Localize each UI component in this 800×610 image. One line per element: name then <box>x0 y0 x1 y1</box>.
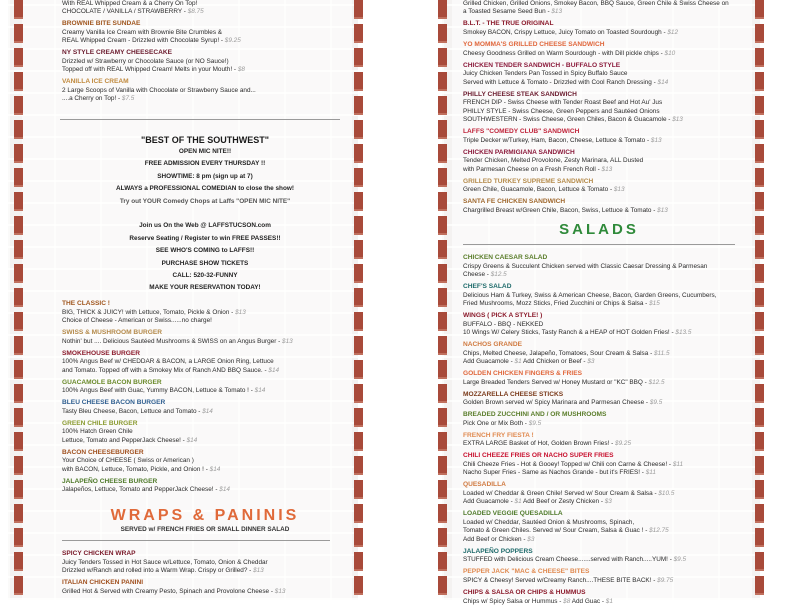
menu-item-price: $12.5 <box>648 378 665 386</box>
menu-item-description <box>463 99 729 107</box>
promo-line: Try out YOUR Comedy Chops at Laffs "OPEN MIC NITE" <box>119 197 291 205</box>
menu-item-price: $13 <box>551 8 563 16</box>
salads-heading: SALADS <box>559 221 639 238</box>
menu-item-description <box>62 428 293 436</box>
menu-item-name: LOADED VEGGIE QUESADILLA <box>463 510 563 518</box>
menu-item-description <box>463 556 716 564</box>
wraps-list <box>62 550 285 600</box>
menu-item-name: GOLDEN CHICKEN FINGERS & FRIES <box>463 370 583 377</box>
menu-item-text: Add Chicken or Beef - <box>521 358 588 365</box>
menu-item-text: Grilled Hot & Served with Creamy Pesto, Spinach and Provolone Cheese - <box>62 587 275 595</box>
menu-item-text: ....a Cherry on Top! - <box>62 95 122 103</box>
menu-item-description <box>463 50 729 58</box>
menu-item-price: $10 <box>664 49 676 57</box>
menu-item-name: VANILLA ICE CREAM <box>62 78 129 86</box>
menu-item-price: $8 <box>237 66 245 74</box>
menu-item-text: Crispy Greens & Succulent Chicken served with Classic Caesar Dressing & Parmesan <box>463 262 708 270</box>
menu-item-text: Add Guacamole - <box>463 498 515 506</box>
menu-item-description <box>463 292 716 300</box>
menu-item-name: BROWNIE BITE SUNDAE <box>62 20 141 28</box>
menu-item-price: $13.5 <box>675 329 692 336</box>
menu-item-description <box>463 440 716 448</box>
menu-item <box>463 568 716 585</box>
menu-item-description <box>463 207 729 215</box>
menu-item-description <box>463 461 716 469</box>
menu-item-text: Triple Decker w/Turkey, Ham, Bacon, Cheese, Lettuce & Tomato - <box>463 136 651 144</box>
menu-item <box>463 452 716 477</box>
menu-item-text: Lettuce, Tomato and PepperJack Cheese! - <box>62 436 187 444</box>
menu-item-text: Loaded w/ Cheddar, Sautéed Onion & Mushrooms, Spinach, <box>463 518 635 526</box>
menu-item-name: BACON CHEESEBURGER <box>62 448 144 456</box>
menu-item-name: YO MOMMA'S GRILLED CHEESE SANDWICH <box>463 41 605 48</box>
menu-item <box>463 91 729 125</box>
menu-item-text: Tasty Bleu Cheese, Bacon, Lettuce and Tomato - <box>62 407 203 415</box>
menu-item-price: $14 <box>209 465 221 473</box>
menu-item-description <box>62 567 285 575</box>
menu-item-description <box>62 387 293 395</box>
menu-item-description <box>463 300 716 308</box>
menu-item <box>62 49 256 74</box>
website-link[interactable]: Join us On the Web @ LAFFSTUCSON.com <box>139 222 271 230</box>
menu-item <box>62 350 293 375</box>
menu-item-price: $13 <box>601 165 613 173</box>
menu-item-text: Served with Lettuce & Tomato - Drizzled with Cool Ranch Dressing - <box>463 78 658 86</box>
menu-item-text: Smokey BACON, Crispy Lettuce, Juicy Tomato on Toasted Sourdough - <box>463 29 668 36</box>
menu-item-price: $13 <box>235 308 246 316</box>
menu-item <box>463 198 729 215</box>
menu-item-description <box>62 95 256 103</box>
menu-item <box>463 391 716 408</box>
menu-item-description <box>463 519 716 527</box>
menu-item-name: CHILI CHEEZE FRIES OR NACHO SUPER FRIES <box>463 452 614 460</box>
menu-item <box>62 478 293 495</box>
menu-item-text: CHOCOLATE / VANILLA / STRAWBERRY - <box>62 8 188 16</box>
menu-item-description <box>463 116 729 124</box>
wraps-heading: WRAPS & PANINIS <box>110 507 300 524</box>
menu-item-text: a Toasted Sesame Seed Bun - <box>463 8 552 16</box>
menu-item-text: Choice of Cheese - American or Swiss......no charge! <box>62 317 212 324</box>
menu-item-text: BUFFALO - BBQ - NEKKED <box>463 320 544 328</box>
menu-item <box>463 370 716 387</box>
menu-item-text: Add Guac - <box>570 597 606 605</box>
menu-item-price: $9.5 <box>649 399 663 407</box>
menu-item-price: $9.25 <box>224 37 241 45</box>
menu-item-description <box>62 87 256 95</box>
menu-item-price: $1 <box>605 597 613 605</box>
menu-item-price: $8 <box>563 597 571 605</box>
menu-item <box>463 178 729 195</box>
menu-item-price: $3 <box>604 498 612 506</box>
menu-item-description <box>62 338 293 346</box>
menu-item-price: $12.5 <box>490 271 507 278</box>
menu-item-description <box>463 399 716 407</box>
menu-item-text: Add Guacamole - <box>463 358 515 365</box>
menu-item-price: $15 <box>649 300 660 307</box>
menu-item-text: Nacho Super Fries - Same as Nachos Grande - but it's FRIES! - <box>463 469 646 477</box>
menu-item-text: PHILLY STYLE - Swiss Cheese, Green Peppers and Sautéed Onions <box>463 107 660 115</box>
menu-item-description <box>463 157 729 165</box>
menu-item-name: GRILLED TURKEY SUPREME SANDWICH <box>463 177 594 185</box>
menu-item-price: $3 <box>587 358 595 365</box>
menu-item <box>62 379 293 396</box>
menu-item <box>62 550 285 575</box>
menu-item-text: 2 Large Scoops of Vanilla with Chocolate or Strawberry Sauce and... <box>62 87 256 94</box>
menu-item-price: $12.75 <box>649 527 669 535</box>
menu-item-price: $11 <box>672 460 683 468</box>
menu-item-description <box>463 577 716 585</box>
menu-item <box>463 254 716 279</box>
menu-item-description <box>463 498 716 506</box>
menu-item-name: JALAPEÑO POPPERS <box>463 547 533 555</box>
menu-item <box>62 300 293 325</box>
menu-item-description <box>62 37 256 45</box>
menu-item-price: $8.75 <box>187 8 204 16</box>
menu-item-name: BLEU CHEESE BACON BURGER <box>62 399 166 407</box>
menu-item-description <box>463 469 716 477</box>
menu-item-name: FRENCH FRY FIESTA ! <box>463 431 534 439</box>
menu-item-text: SOUTHWESTERN - Swiss Cheese, Green Chiles, Bacon & Guacamole - <box>463 116 673 123</box>
menu-item <box>62 78 256 103</box>
menu-item-description <box>62 559 285 567</box>
menu-item-description <box>463 420 716 428</box>
promo-line: FREE ADMISSION EVERY THURSDAY !! <box>144 160 266 168</box>
menu-item-price: $14 <box>202 407 213 415</box>
menu-item-name: NY STYLE CREAMY CHEESECAKE <box>62 49 173 57</box>
menu-item-text: Large Breaded Tenders Served w/ Honey Mustard or "KC" BBQ - <box>463 378 649 386</box>
menu-item-text: Add Beef or Chicken - <box>463 535 528 543</box>
menu-item-name: B.L.T. - THE TRUE ORIGINAL <box>463 20 554 28</box>
menu-item-text: Creamy Vanilla Ice Cream with Brownie Bite Crumbles & <box>62 29 223 36</box>
menu-item-price: $12 <box>667 29 679 36</box>
menu-item-price: $9.5 <box>528 419 542 427</box>
menu-item <box>463 341 716 366</box>
menu-item-description <box>463 598 716 606</box>
menu-item-text: 100% Hatch Green Chile <box>62 428 133 436</box>
menu-item-name: BREADED ZUCCHINI AND / OR MUSHROOMS <box>463 411 607 419</box>
menu-item <box>463 20 729 37</box>
promo-line: PURCHASE SHOW TICKETS <box>161 259 249 267</box>
menu-item-text: 100% Angus Beef w/ CHEDDAR & BACON, a LARGE Onion Ring, Lettuce <box>62 358 274 366</box>
menu-item-text: 100% Angus Beef with Guac, Yummy BACON, Lettuce & Tomato ! - <box>62 387 255 395</box>
promo-line: SEE WHO'S COMING to LAFFS!! <box>155 247 255 255</box>
menu-item <box>463 41 729 58</box>
menu-item-name: GREEN CHILE BURGER <box>62 419 138 427</box>
phone-number: CALL: 520-32-FUNNY <box>172 272 238 280</box>
menu-item-name: SPICY CHICKEN WRAP <box>62 550 136 557</box>
menu-item-name: SWISS & MUSHROOM BURGER <box>62 329 163 336</box>
menu-item-description <box>62 457 293 465</box>
menu-item-description <box>463 490 716 498</box>
menu-item-name: SANTA FE CHICKEN SANDWICH <box>463 198 566 206</box>
menu-item-description <box>463 29 729 37</box>
menu-item-text: Drizzled w/Ranch and rolled into a Warm Wrap. Crispy or Grilled? - <box>62 567 254 574</box>
menu-item-price: $11 <box>645 469 656 477</box>
menu-item <box>62 449 293 474</box>
promo-line: SHOWTIME: 8 pm (sign up at 7) <box>157 172 253 180</box>
menu-item-text: Juicy Chicken Tenders Pan Tossed in Spicy Buffalo Sauce <box>463 70 628 78</box>
menu-item-price: $11.5 <box>654 349 670 357</box>
promo-line: Reserve Seating / Register to win FREE PASSES!! <box>129 234 281 242</box>
section-divider <box>463 244 735 245</box>
menu-item-price: $13 <box>274 587 286 595</box>
menu-item-description <box>62 58 256 66</box>
menu-item-description <box>463 137 729 145</box>
menu-item-price: $1 <box>514 358 522 365</box>
menu-item-text: 10 Wings W/ Celery Sticks, Tasty Ranch & a HEAP of HOT Golden Fries! - <box>463 329 676 336</box>
menu-item-name: JALAPEÑO CHEESE BURGER <box>62 477 158 485</box>
menu-item-text: Chips, Melted Cheese, Jalapeño, Tomatoes, Sour Cream & Salsa - <box>463 349 654 357</box>
menu-item-description <box>62 367 293 375</box>
menu-item-text: Loaded w/ Cheddar & Green Chile! Served w/ Sour Cream & Salsa - <box>463 489 659 497</box>
menu-item-price: $13 <box>253 567 264 574</box>
menu-item-text: Nothin' but .... Delicious Sautéed Mushrooms & SWISS on an Angus Burger - <box>62 337 283 345</box>
menu-item-text: Your Choice of CHEESE ( Swiss or American ) <box>62 457 194 465</box>
brick-border-left <box>438 0 447 600</box>
menu-item-description <box>463 263 716 271</box>
menu-item-name: NACHOS GRANDE <box>463 341 522 348</box>
menu-item-price: $14 <box>219 486 230 494</box>
menu-item-text: with BACON, Lettuce, Tomato, Pickle, and Onion ! - <box>62 465 210 473</box>
menu-item-price: $9.25 <box>615 440 632 448</box>
menu-item-price: $14 <box>268 366 280 374</box>
promo-line: ALWAYS a PROFESSIONAL COMEDIAN to close the show! <box>116 185 294 193</box>
menu-item <box>463 0 729 17</box>
menu-item-price: $14 <box>657 78 669 86</box>
menu-item-description <box>463 166 729 174</box>
menu-item-text: Golden Brown served w/ Spicy Marinara and Parmesan Cheese - <box>463 399 650 407</box>
menu-item-text: Chili Cheeze Fries - Hot & Gooey! Topped w/ Chili con Carne & Cheese! - <box>463 460 673 468</box>
menu-item-text: Pick One or Mix Both - <box>463 419 529 427</box>
menu-item-price: $1 <box>514 498 522 506</box>
menu-item <box>62 20 256 45</box>
burgers-list <box>62 300 293 498</box>
menu-item-description <box>463 70 729 78</box>
menu-item-text: Grilled Chicken, Grilled Onions, Smokey Bacon, BBQ Sauce, Green Chile & Swiss Cheese on <box>463 0 729 7</box>
menu-item <box>62 579 285 596</box>
menu-item-description <box>463 79 729 87</box>
menu-item <box>62 0 256 17</box>
menu-item <box>463 510 716 544</box>
menu-item-text: Cheese - <box>463 271 491 278</box>
menu-item <box>463 432 716 449</box>
menu-item-text: Juicy Tenders Tossed in Hot Sauce w/Lettuce, Tomato, Onion & Cheddar <box>62 558 268 566</box>
menu-item-text: Topped off with REAL Whipped Cream! Melts in your Mouth! - <box>62 66 238 74</box>
promo-line: OPEN MIC NITE!! <box>178 148 232 155</box>
menu-item <box>62 329 293 346</box>
menu-item-text: EXTRA LARGE Basket of Hot, Golden Brown Fries! - <box>463 440 616 448</box>
menu-item-name: GUACAMOLE BACON BURGER <box>62 378 162 386</box>
menu-item <box>463 411 716 428</box>
menu-item-text: Tomato & Green Chiles. Served w/ Sour Cream, Salsa & Guac ! - <box>463 527 650 535</box>
menu-item-description <box>463 8 729 16</box>
menu-item-description <box>463 321 716 329</box>
menu-item <box>463 149 729 174</box>
menu-item <box>463 481 716 506</box>
menu-item-name: ITALIAN CHICKEN PANINI <box>62 579 144 586</box>
menu-item-description <box>463 329 716 337</box>
brick-border-right <box>755 0 764 600</box>
menu-item-description <box>463 536 716 544</box>
menu-item-description <box>463 350 716 358</box>
menu-item-description <box>62 437 293 445</box>
menu-item-text: STUFFED with Delicious Cream Cheese.......served with Ranch.....YUM! - <box>463 556 674 564</box>
menu-item-text: Green Chile, Guacamole, Bacon, Lettuce & Tomato - <box>463 186 614 194</box>
menu-item-price: $7.5 <box>121 95 135 103</box>
menu-item-name: PHILLY CHEESE STEAK SANDWICH <box>463 90 577 98</box>
menu-item-description <box>62 358 293 366</box>
menu-item-description <box>463 379 716 387</box>
menu-item-description <box>62 8 256 16</box>
menu-item-text: Chips w/ Spicy Salsa or Hummus - <box>463 597 564 605</box>
menu-item <box>463 283 716 308</box>
menu-item-description <box>62 466 293 474</box>
section-divider <box>60 119 340 120</box>
menu-item-text: Tender Chicken, Melted Provolone, Zesty Marinara, ALL Dusted <box>463 157 644 165</box>
menu-item-name: QUESADILLA <box>463 481 506 489</box>
menu-item-price: $3 <box>527 535 535 543</box>
menu-item-description <box>62 29 256 37</box>
menu-item-name: THE CLASSIC ! <box>62 300 110 307</box>
wraps-subtitle: SERVED w/ FRENCH FRIES OR SMALL DINNER SALAD <box>120 526 290 533</box>
menu-item-text: Delicious Ham & Turkey, Swiss & American Cheese, Bacon, Garden Greens, Cucumbers, <box>463 291 717 299</box>
menu-item-price: $14 <box>254 387 266 395</box>
menu-item-text: Jalapeños, Lettuce, Tomato and PepperJack Cheese! - <box>62 486 220 494</box>
menu-item <box>463 312 716 337</box>
sandwiches-list <box>463 0 729 219</box>
menu-item-description <box>62 317 293 325</box>
menu-item <box>463 589 716 606</box>
menu-item <box>463 548 716 565</box>
menu-item-name: CHICKEN CAESAR SALAD <box>463 254 548 261</box>
menu-item-description <box>62 309 293 317</box>
promo-title: "BEST OF THE SOUTHWEST" <box>140 135 270 145</box>
menu-item-price: $13 <box>613 186 625 194</box>
section-divider <box>62 540 330 541</box>
menu-item-text: Chargrilled Breast w/Green Chile, Bacon, Swiss, Lettuce & Tomato - <box>463 206 658 214</box>
brick-border-left <box>14 0 23 600</box>
menu-item-text: and Tomato. Topped off with a Smokey Mix of Ranch AND BBQ Sauce. - <box>62 366 269 374</box>
menu-item-description <box>463 0 729 8</box>
menu-item-description <box>62 588 285 596</box>
menu-item-description <box>62 486 293 494</box>
menu-item-name: MOZZARELLA CHEESE STICKS <box>463 390 564 398</box>
brick-border-right <box>354 0 363 600</box>
menu-item-text: Cheesy Goodness Grilled on Warm Sourdough - with Dill pickle chips - <box>463 49 665 57</box>
menu-item-price: $9.5 <box>673 556 687 564</box>
menu-item-description <box>62 66 256 74</box>
menu-item-text: Add Beef or Zesty Chicken - <box>521 498 605 506</box>
menu-item-description <box>463 108 729 116</box>
menu-item-name: LAFFS "COMEDY CLUB" SANDWICH <box>463 128 580 135</box>
menu-item-description <box>463 186 729 194</box>
menu-item-text: with Parmesan Cheese on a Fresh French Roll - <box>463 165 602 173</box>
desserts-list <box>62 0 256 107</box>
menu-item-name: CHICKEN TENDER SANDWICH - BUFFALO STYLE <box>463 61 621 69</box>
menu-item-price: $13 <box>282 337 293 345</box>
menu-item-description <box>62 408 293 416</box>
menu-item-text: Fried Mushrooms, Mozz Sticks, Fried Zucchini or Chips & Salsa - <box>463 300 650 307</box>
menu-item-description <box>463 358 716 366</box>
menu-item-text: Drizzled w/ Strawberry or Chocolate Sauce (or NO Sauce!) <box>62 58 229 65</box>
menu-item-text: REAL Whipped Cream - Drizzled with Chocolate Syrup! - <box>62 37 225 45</box>
menu-item-text: FRENCH DIP - Swiss Cheese with Tender Roast Beef and Hot Au' Jus <box>463 99 663 107</box>
menu-item-text: SPICY & Cheesy! Served w/Creamy Ranch....THESE BITE BACK! - <box>463 576 658 584</box>
menu-item-price: $13 <box>650 136 662 144</box>
menu-item-description <box>62 0 256 8</box>
menu-item-text: With REAL Whipped Cream & a Cherry On Top! <box>62 0 198 7</box>
menu-item-name: CHEF'S SALAD <box>463 283 512 290</box>
menu-item <box>62 399 293 416</box>
menu-item-name: SMOKEHOUSE BURGER <box>62 349 141 357</box>
menu-item-price: $9.75 <box>657 576 674 584</box>
menu-item <box>463 128 729 145</box>
menu-item-description <box>463 527 716 535</box>
menu-item-price: $14 <box>186 436 198 444</box>
menu-item-description <box>463 271 716 279</box>
promo-line: MAKE YOUR RESERVATION TODAY! <box>149 284 261 292</box>
menu-item-name: PEPPER JACK "MAC & CHEESE" BITES <box>463 568 590 576</box>
menu-item <box>62 420 293 445</box>
menu-item-name: CHICKEN PARMIGIANA SANDWICH <box>463 148 575 156</box>
menu-item <box>463 62 729 87</box>
menu-item-price: $10.5 <box>658 489 675 497</box>
menu-item-text: BIG, THICK & JUICY! with Lettuce, Tomato, Pickle & Onion - <box>62 308 236 316</box>
menu-item-price: $13 <box>672 116 683 123</box>
open-mic-promo <box>60 134 350 295</box>
salads-list <box>463 254 716 610</box>
menu-item-name: CHIPS & SALSA OR CHIPS & HUMMUS <box>463 588 586 596</box>
menu-item-name: WINGS ( PICK A STYLE! ) <box>463 312 543 319</box>
menu-item-price: $13 <box>657 206 668 214</box>
